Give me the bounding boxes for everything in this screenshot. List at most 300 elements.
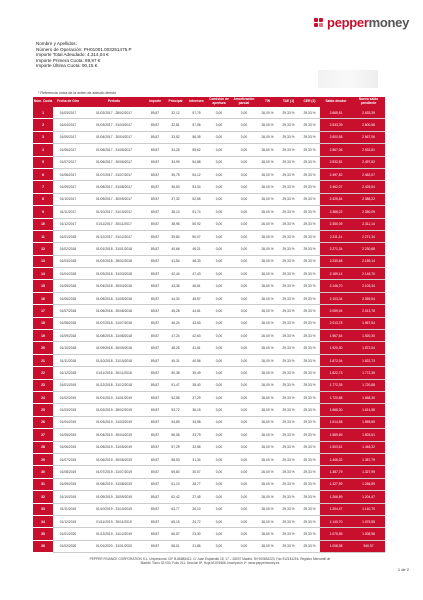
table-cell: 2.103,34 — [352, 280, 385, 292]
table-cell: 1.140,70 — [320, 516, 352, 528]
last-installment: Importe Última Cuota: 90,15 € — [36, 63, 98, 69]
table-cell: 01/03/2019 - 31/03/2019 — [83, 417, 145, 429]
table-cell: 2.189,14 — [320, 268, 352, 280]
col-amortizacion: Amortización parcial — [231, 97, 257, 107]
table-cell: 2.013,78 — [352, 305, 385, 317]
table-cell: 29,33 % — [278, 268, 299, 280]
table-cell: 26,00 % — [257, 157, 278, 169]
table-cell: 29,33 % — [299, 231, 320, 243]
table-cell: 89,87 — [145, 330, 165, 342]
table-cell: 2.350,09 — [320, 219, 352, 231]
table-cell: 01/03/2018 - 31/03/2018 — [83, 268, 145, 280]
table-cell: 42,44 — [165, 268, 186, 280]
table-cell: 39,80 — [165, 231, 186, 243]
table-row — [33, 479, 385, 491]
table-cell: 46,24 — [165, 318, 186, 330]
table-cell: 0,00 — [207, 479, 231, 491]
table-cell: 34,25 — [165, 144, 186, 156]
table-row — [33, 107, 385, 119]
table-cell: 2.059,04 — [320, 305, 352, 317]
table-cell: 01/12/2018 — [53, 367, 83, 379]
table-row — [33, 293, 385, 305]
table-cell: 0,00 — [207, 305, 231, 317]
table-cell: 26,00 % — [257, 256, 278, 268]
table-cell: 01/01/2019 — [53, 380, 83, 392]
table-cell: 33 — [33, 504, 53, 516]
table-cell: 29,33 % — [299, 268, 320, 280]
table-cell: 2.600,58 — [352, 119, 385, 131]
table-cell: 2.425,54 — [320, 194, 352, 206]
table-cell: 0,00 — [207, 256, 231, 268]
table-cell: 29,33 % — [299, 318, 320, 330]
table-cell: 2.059,04 — [352, 293, 385, 305]
table-cell: 0,00 — [231, 367, 257, 379]
table-cell: 01/08/2018 — [53, 318, 83, 330]
table-cell: 01/12/2019 - 31/12/2019 — [83, 528, 145, 540]
table-cell: 0,00 — [207, 516, 231, 528]
table-cell: 30 — [33, 466, 53, 478]
table-cell: 0,00 — [207, 181, 231, 193]
table-cell: 40,66 — [165, 243, 186, 255]
table-cell: 29,33 % — [278, 417, 299, 429]
table-cell: 40,56 — [186, 355, 207, 367]
table-cell: 01/04/2017 — [53, 119, 83, 131]
table-cell: 2.665,51 — [320, 107, 352, 119]
table-cell: 57,06 — [186, 119, 207, 131]
table-cell: 0,00 — [231, 293, 257, 305]
table-cell: 1.327,99 — [320, 479, 352, 491]
table-cell: 1.266,89 — [352, 479, 385, 491]
table-cell: 89,87 — [145, 231, 165, 243]
table-cell: 29,33 % — [299, 305, 320, 317]
table-cell: 0,00 — [207, 132, 231, 144]
table-cell: 37,29 — [186, 392, 207, 404]
table-cell: 23 — [33, 380, 53, 392]
table-cell: 26,00 % — [257, 231, 278, 243]
redacted-area — [318, 70, 378, 88]
table-cell: 13 — [33, 256, 53, 268]
table-cell: 29,33 % — [299, 367, 320, 379]
table-cell: 29,33 % — [299, 157, 320, 169]
table-cell: 0,00 — [207, 392, 231, 404]
table-cell: 01/02/2020 — [53, 541, 83, 553]
table-cell: 89,87 — [145, 293, 165, 305]
table-cell: 2.271,34 — [320, 243, 352, 255]
table-row — [33, 318, 385, 330]
table-cell: 89,87 — [145, 157, 165, 169]
table-cell: 0,00 — [207, 504, 231, 516]
table-cell: 0,00 — [231, 330, 257, 342]
table-cell: 01/10/2018 - 31/10/2018 — [83, 355, 145, 367]
table-cell: 63,77 — [165, 504, 186, 516]
table-cell: 0,00 — [207, 169, 231, 181]
table-cell: 2.189,14 — [352, 256, 385, 268]
table-cell: 1.772,35 — [352, 367, 385, 379]
table-cell: 0,00 — [231, 181, 257, 193]
table-cell: 24 — [33, 392, 53, 404]
table-cell: 0,00 — [207, 107, 231, 119]
table-row — [33, 194, 385, 206]
table-cell: 45,57 — [186, 293, 207, 305]
table-cell: 1.008,98 — [320, 541, 352, 553]
table-cell: 2.462,07 — [352, 169, 385, 181]
table-cell: 1.668,30 — [320, 404, 352, 416]
table-cell: 29,33 % — [278, 219, 299, 231]
table-row — [33, 541, 385, 553]
table-cell: 62,42 — [165, 491, 186, 503]
table-cell: 01/06/2018 — [53, 293, 83, 305]
table-cell: 29,33 % — [299, 429, 320, 441]
brand-name: peppermoney — [327, 15, 409, 30]
table-cell: 01/01/2018 - 31/01/2018 — [83, 243, 145, 255]
table-cell: 89,87 — [145, 318, 165, 330]
col-nuevo: Nuevo saldo pendiente — [352, 97, 385, 107]
table-cell: 01/01/2020 - 31/01/2020 — [83, 541, 145, 553]
table-cell: 29,33 % — [278, 157, 299, 169]
table-row — [33, 367, 385, 379]
table-cell: 29,33 % — [299, 219, 320, 231]
table-cell: 16 — [33, 293, 53, 305]
table-cell: 26 — [33, 417, 53, 429]
table-cell: 0,00 — [231, 429, 257, 441]
table-cell: 34 — [33, 516, 53, 528]
table-cell: 01/05/2018 — [53, 280, 83, 292]
table-cell: 1.075,55 — [320, 528, 352, 540]
table-row — [33, 417, 385, 429]
table-cell: 26,00 % — [257, 417, 278, 429]
table-cell: 11 — [33, 231, 53, 243]
col-tae: TAE (1) — [278, 97, 299, 107]
table-cell: 0,00 — [231, 144, 257, 156]
table-cell: 50,07 — [186, 231, 207, 243]
table-cell: 1.720,88 — [352, 380, 385, 392]
table-cell: 50,38 — [165, 367, 186, 379]
table-cell: 10 — [33, 219, 53, 231]
table-cell: 89,87 — [145, 528, 165, 540]
table-cell: 1.920,30 — [352, 330, 385, 342]
table-cell: 01/12/2019 — [53, 516, 83, 528]
table-cell: 3 — [33, 132, 53, 144]
table-cell: 32,81 — [165, 119, 186, 131]
table-cell: 29,33 % — [299, 466, 320, 478]
table-cell: 0,00 — [231, 355, 257, 367]
table-cell: 29,33 % — [278, 404, 299, 416]
table-cell: 29,33 % — [299, 243, 320, 255]
table-cell: 48,33 — [186, 256, 207, 268]
table-cell: 0,00 — [207, 466, 231, 478]
table-cell: 01/10/2018 — [53, 342, 83, 354]
table-cell: 89,87 — [145, 380, 165, 392]
table-cell: 19 — [33, 330, 53, 342]
table-cell: 29,33 % — [299, 119, 320, 131]
table-cell: 89,87 — [145, 417, 165, 429]
table-cell: 0,00 — [231, 541, 257, 553]
col-tin: TIN — [257, 97, 278, 107]
table-cell: 0,00 — [231, 454, 257, 466]
table-cell: 1.559,69 — [352, 417, 385, 429]
table-cell: 01/02/2017 - 28/02/2017 — [83, 107, 145, 119]
table-cell: 0,00 — [207, 318, 231, 330]
table-cell: 1.387,79 — [352, 454, 385, 466]
table-cell: 36 — [33, 541, 53, 553]
table-cell: 0,00 — [231, 280, 257, 292]
table-cell: 89,87 — [145, 119, 165, 131]
table-cell: 01/08/2019 - 31/08/2019 — [83, 479, 145, 491]
table-cell: 26,00 % — [257, 305, 278, 317]
table-row — [33, 206, 385, 218]
table-cell: 34,98 — [186, 417, 207, 429]
table-cell: 89,87 — [145, 219, 165, 231]
table-cell: 0,00 — [207, 243, 231, 255]
table-cell: 01/12/2017 - 31/12/2017 — [83, 231, 145, 243]
table-cell: 0,00 — [207, 157, 231, 169]
table-cell: 01/07/2019 - 31/07/2019 — [83, 466, 145, 478]
table-cell: 33,52 — [165, 132, 186, 144]
table-cell: 49,21 — [186, 243, 207, 255]
table-cell: 01/12/2018 - 31/12/2018 — [83, 380, 145, 392]
table-cell: 6 — [33, 169, 53, 181]
table-cell: 0,00 — [207, 491, 231, 503]
table-cell: 29,33 % — [278, 119, 299, 131]
table-cell: 32,12 — [165, 107, 186, 119]
table-cell: 26,00 % — [257, 107, 278, 119]
table-cell: 52,55 — [186, 194, 207, 206]
table-cell: 65,15 — [165, 516, 186, 528]
table-cell: 01/04/2019 — [53, 417, 83, 429]
table-cell: 29,33 % — [299, 132, 320, 144]
table-cell: 01/09/2018 — [53, 330, 83, 342]
table-cell: 1 — [33, 107, 53, 119]
table-cell: 26,00 % — [257, 169, 278, 181]
table-cell: 0,00 — [207, 280, 231, 292]
table-cell: 53,72 — [165, 404, 186, 416]
table-cell: 21,86 — [186, 541, 207, 553]
table-cell: 2 — [33, 119, 53, 131]
table-cell: 29,33 % — [299, 280, 320, 292]
table-cell: 29 — [33, 454, 53, 466]
table-cell: 0,00 — [231, 206, 257, 218]
table-cell: 29,33 % — [278, 144, 299, 156]
table-row — [33, 243, 385, 255]
table-cell: 29,33 % — [278, 181, 299, 193]
table-cell: 01/11/2018 - 30/11/2018 — [83, 367, 145, 379]
table-cell: 1.772,35 — [320, 380, 352, 392]
table-cell: 0,00 — [231, 491, 257, 503]
table-cell: 31 — [33, 479, 53, 491]
table-cell: 26,00 % — [257, 194, 278, 206]
table-cell: 2.311,14 — [320, 231, 352, 243]
table-cell: 0,00 — [207, 219, 231, 231]
table-cell: 1.140,70 — [352, 504, 385, 516]
table-cell: 29,33 % — [299, 442, 320, 454]
table-cell: 26,00 % — [257, 342, 278, 354]
table-cell: 31,34 — [186, 454, 207, 466]
table-cell: 56,08 — [165, 429, 186, 441]
table-cell: 01/05/2017 — [53, 132, 83, 144]
reference-note: * Referencia única de la orden de adeudo directo — [38, 91, 117, 95]
table-cell: 29,33 % — [299, 380, 320, 392]
table-cell: 01/07/2017 - 31/07/2017 — [83, 169, 145, 181]
table-cell: 36,53 — [165, 181, 186, 193]
table-cell: 01/03/2019 — [53, 404, 83, 416]
table-cell: 28 — [33, 442, 53, 454]
table-cell: 61,10 — [165, 479, 186, 491]
table-row — [33, 330, 385, 342]
table-cell: 0,00 — [207, 417, 231, 429]
table-row — [33, 169, 385, 181]
table-cell: 26,00 % — [257, 367, 278, 379]
table-cell: 29,33 % — [278, 392, 299, 404]
table-cell: 0,00 — [231, 169, 257, 181]
table-cell: 26,00 % — [257, 466, 278, 478]
table-row — [33, 466, 385, 478]
table-cell: 58,53 — [165, 454, 186, 466]
table-cell: 0,00 — [231, 243, 257, 255]
table-cell: 89,87 — [145, 454, 165, 466]
table-cell: 26,00 % — [257, 504, 278, 516]
table-cell: 01/06/2018 - 30/06/2018 — [83, 305, 145, 317]
table-cell: 1.822,73 — [320, 367, 352, 379]
table-cell: 0,00 — [231, 318, 257, 330]
table-cell: 89,87 — [145, 342, 165, 354]
total-amount: Importe Total Adeudado: 4.314,04 € — [36, 52, 109, 58]
table-cell: 54,89 — [165, 417, 186, 429]
table-cell: 0,00 — [231, 305, 257, 317]
table-cell: 01/12/2017 — [53, 219, 83, 231]
table-cell: 0,00 — [207, 119, 231, 131]
table-cell: 54,12 — [186, 169, 207, 181]
table-header — [33, 97, 385, 107]
table-cell: 44,61 — [186, 305, 207, 317]
table-cell: 89,87 — [145, 442, 165, 454]
table-cell: 29,33 % — [278, 442, 299, 454]
table-cell: 29,33 % — [278, 429, 299, 441]
table-cell: 0,00 — [231, 404, 257, 416]
table-cell: 01/05/2017 - 31/05/2017 — [83, 144, 145, 156]
table-cell: 29,33 % — [278, 504, 299, 516]
table-cell: 29,33 % — [278, 243, 299, 255]
table-cell: 29,33 % — [299, 528, 320, 540]
table-cell: 30,07 — [186, 466, 207, 478]
table-cell: 01/08/2017 — [53, 169, 83, 181]
footer-line: PEPPER FINANCE CORPORATION S.L. Unipersonal. CIF B-86883412. C/ Juan Esplandiú 15, 17 – 28007 Madrid. Tel 900834223. Fax 912181216. Registro Mercantil de — [89, 557, 331, 561]
table-cell: 01/02/2018 — [53, 243, 83, 255]
table-cell: 0,00 — [231, 417, 257, 429]
table-cell: 1.872,04 — [352, 342, 385, 354]
table-cell: 0,00 — [207, 541, 231, 553]
table-cell: 89,87 — [145, 392, 165, 404]
table-cell: 01/09/2019 - 30/09/2019 — [83, 491, 145, 503]
table-cell: 29,33 % — [299, 181, 320, 193]
table-cell: 89,87 — [145, 504, 165, 516]
table-cell: 26,00 % — [257, 528, 278, 540]
table-cell: 12 — [33, 243, 53, 255]
table-cell: 29,33 % — [299, 355, 320, 367]
table-cell: 0,00 — [231, 466, 257, 478]
table-cell: 2.103,34 — [320, 293, 352, 305]
table-cell: 5 — [33, 157, 53, 169]
table-cell: 0,00 — [207, 380, 231, 392]
table-cell: 29,33 % — [299, 107, 320, 119]
table-cell: 35,75 — [165, 169, 186, 181]
table-cell: 2.567,06 — [352, 132, 385, 144]
table-cell: 2.230,68 — [320, 256, 352, 268]
table-cell: 0,00 — [231, 157, 257, 169]
table-cell: 29,33 % — [278, 367, 299, 379]
table-cell: 56,35 — [186, 132, 207, 144]
table-cell: 1.008,98 — [352, 528, 385, 540]
table-cell: 24,72 — [186, 516, 207, 528]
table-cell: 29,33 % — [299, 206, 320, 218]
table-cell: 2.311,14 — [352, 219, 385, 231]
loan-summary — [36, 41, 132, 69]
table-cell: 01/10/2019 — [53, 491, 83, 503]
table-cell: 01/11/2018 — [53, 355, 83, 367]
table-cell: 29,33 % — [278, 169, 299, 181]
table-cell: 26,00 % — [257, 181, 278, 193]
table-cell: 26,00 % — [257, 132, 278, 144]
table-cell: 89,87 — [145, 206, 165, 218]
table-cell: 0,00 — [231, 194, 257, 206]
table-cell: 2.532,81 — [320, 157, 352, 169]
table-cell: 0,00 — [231, 132, 257, 144]
table-cell: 25 — [33, 404, 53, 416]
table-cell: 01/01/2019 - 31/01/2019 — [83, 392, 145, 404]
table-cell: 26,00 % — [257, 119, 278, 131]
table-cell: 01/10/2017 - 31/10/2017 — [83, 206, 145, 218]
table-cell: 52,58 — [165, 392, 186, 404]
table-cell: 0,00 — [231, 442, 257, 454]
table-cell: 01/06/2017 - 30/06/2017 — [83, 157, 145, 169]
table-cell: 0,00 — [207, 293, 231, 305]
table-cell: 66,57 — [165, 528, 186, 540]
table-cell: 29,33 % — [278, 380, 299, 392]
table-cell: 0,00 — [207, 429, 231, 441]
table-cell: 2.013,78 — [320, 318, 352, 330]
table-cell: 46,51 — [186, 280, 207, 292]
table-cell: 0,00 — [207, 454, 231, 466]
table-cell: 89,87 — [145, 404, 165, 416]
table-cell: 47,43 — [186, 268, 207, 280]
table-cell: 26,00 % — [257, 380, 278, 392]
table-cell: 18 — [33, 318, 53, 330]
table-cell: 29,33 % — [299, 194, 320, 206]
table-cell: 01/10/2019 - 31/10/2019 — [83, 504, 145, 516]
table-cell: 01/05/2019 - 31/05/2019 — [83, 442, 145, 454]
table-cell: 01/03/2017 - 31/03/2017 — [83, 119, 145, 131]
table-row — [33, 355, 385, 367]
table-cell: 26,00 % — [257, 280, 278, 292]
table-cell: 1.614,58 — [320, 417, 352, 429]
table-cell: 89,87 — [145, 541, 165, 553]
table-cell: 0,00 — [207, 367, 231, 379]
table-cell: 0,00 — [231, 231, 257, 243]
table-cell: 89,87 — [145, 107, 165, 119]
table-cell: 68,01 — [165, 541, 186, 553]
table-cell: 2.567,06 — [320, 144, 352, 156]
table-cell: 01/05/2018 - 31/05/2018 — [83, 293, 145, 305]
table-cell: 28,77 — [186, 479, 207, 491]
table-cell: 29,33 % — [299, 392, 320, 404]
table-cell: 26,00 % — [257, 454, 278, 466]
table-cell: 89,87 — [145, 268, 165, 280]
table-cell: 51,47 — [165, 380, 186, 392]
table-cell: 29,33 % — [299, 404, 320, 416]
table-cell: 89,87 — [145, 466, 165, 478]
table-cell: 01/02/2018 - 28/02/2018 — [83, 256, 145, 268]
table-cell: 1.503,61 — [320, 442, 352, 454]
amortization-table — [33, 97, 385, 553]
